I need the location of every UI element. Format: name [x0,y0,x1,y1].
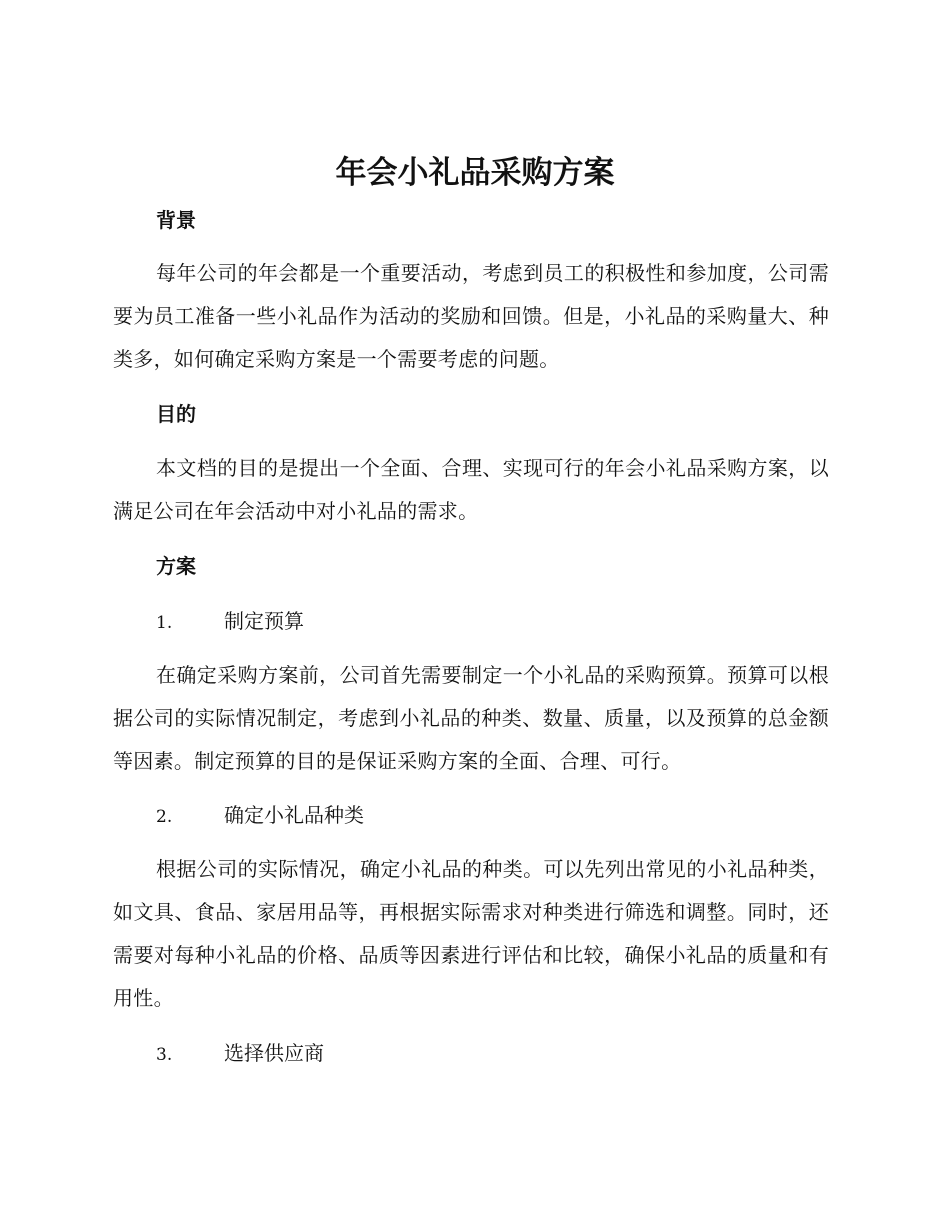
list-number: 2. [156,807,173,827]
section-heading-plan: 方案 [156,554,196,578]
document-title: 年会小礼品采购方案 [335,155,615,191]
list-item-title: 选择供应商 [224,1041,324,1065]
list-number: 3. [156,1045,173,1065]
purpose-paragraph: 本文档的目的是提出一个全面、合理、实现可行的年会小礼品采购方案，以满足公司在年会活动中对小礼品的需求。 [113,456,829,523]
gift-types-paragraph: 根据公司的实际情况，确定小礼品的种类。可以先列出常见的小礼品种类，如文具、食品、家居用品等，再根据实际需求对种类进行筛选和调整。同时，还需要对每种小礼品的价格、品质等因素进行评估和比较，确保小礼品的质量和有用性。 [113,857,829,1010]
section-heading-background: 背景 [156,208,196,232]
list-item-title: 确定小礼品种类 [224,803,364,827]
list-item-title: 制定预算 [224,609,304,633]
list-number: 1. [156,613,173,633]
list-item-supplier [156,1039,324,1069]
list-item-budget [156,607,304,637]
budget-paragraph: 在确定采购方案前，公司首先需要制定一个小礼品的采购预算。预算可以根据公司的实际情况制定，考虑到小礼品的种类、数量、质量，以及预算的总金额等因素。制定预算的目的是保证采购方案的全面、合理、可行。 [113,663,829,773]
background-paragraph: 每年公司的年会都是一个重要活动，考虑到员工的积极性和参加度，公司需要为员工准备一些小礼品作为活动的奖励和回馈。但是，小礼品的采购量大、种类多，如何确定采购方案是一个需要考虑的问题。 [113,261,829,371]
section-heading-purpose: 目的 [156,402,196,426]
list-item-gift-types [156,801,364,831]
